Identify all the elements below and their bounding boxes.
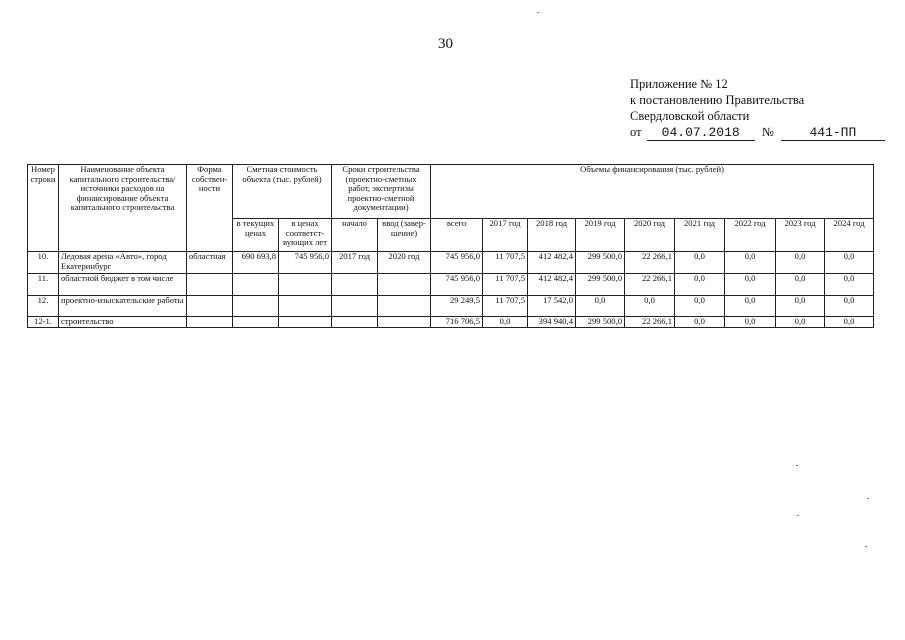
row-number: 12. [28,296,59,317]
header-ownership: Форма собствен-ности [187,165,233,252]
year-value: 11 707,5 [483,252,528,274]
number-label: № [761,125,774,139]
finish-year: 2020 год [378,252,431,274]
header-year: 2019 год [576,219,625,252]
header-terms: Сроки строительства (проектно-сметных работ, экспертизы проектно-сметной документации) [332,165,431,219]
year-value: 394 940,4 [528,317,576,328]
year-value: 0,0 [675,296,725,317]
header-year-prices: в ценах соответст-вующих лет [279,219,332,252]
row-number: 12-1. [28,317,59,328]
header-year: 2018 год [528,219,576,252]
ownership [187,317,233,328]
total: 745 956,0 [431,274,483,296]
object-name: Ледовая арена «Авто», город Екатеринбург [59,252,187,274]
estimate-years [279,296,332,317]
year-value: 0,0 [483,317,528,328]
table-row [28,274,874,296]
ownership [187,274,233,296]
year-value: 299 500,0 [576,252,625,274]
estimate-current: 690 693,8 [233,252,279,274]
financing-table [27,164,874,328]
header-finish: ввод (завер-шение) [378,219,431,252]
finish-year [378,274,431,296]
year-value: 0,0 [675,274,725,296]
year-value: 0,0 [776,252,825,274]
appendix-title: Приложение № 12 [630,77,728,91]
year-value: 0,0 [675,252,725,274]
scan-speck [797,515,799,516]
row-number: 10. [28,252,59,274]
year-value: 0,0 [725,296,776,317]
estimate-current [233,296,279,317]
year-value: 0,0 [825,296,874,317]
estimate-current [233,317,279,328]
year-value: 0,0 [825,274,874,296]
estimate-current [233,274,279,296]
year-value: 0,0 [576,296,625,317]
year-value: 0,0 [625,296,675,317]
year-value: 22 266,1 [625,317,675,328]
table-row [28,296,874,317]
appendix-resolution: к постановлению Правительства [630,93,805,107]
year-value: 0,0 [825,252,874,274]
ownership [187,296,233,317]
ownership: областная [187,252,233,274]
estimate-years: 745 956,0 [279,252,332,274]
object-name: проектно-изыскательские работы [59,296,187,317]
page-number: 30 [438,36,453,52]
total: 29 249,5 [431,296,483,317]
header-year: 2022 год [725,219,776,252]
header-year: 2020 год [625,219,675,252]
header-year: 2024 год [825,219,874,252]
object-name: областной бюджет в том числе [59,274,187,296]
row-number: 11. [28,274,59,296]
appendix-date-line [630,124,885,141]
year-value: 0,0 [725,274,776,296]
header-year: 2023 год [776,219,825,252]
estimate-years [279,274,332,296]
year-value: 22 266,1 [625,252,675,274]
year-value: 0,0 [725,317,776,328]
header-object-name: Наименование объекта капитального строительства/ источники расходов на финансирование объекта капитального строительства [59,165,187,252]
estimate-years [279,317,332,328]
year-value: 299 500,0 [576,317,625,328]
object-name: строительство [59,317,187,328]
year-value: 0,0 [675,317,725,328]
scan-speck [537,12,539,13]
appendix-region: Свердловской области [630,109,750,123]
year-value: 0,0 [825,317,874,328]
start-year [332,317,378,328]
year-value: 0,0 [776,274,825,296]
scan-speck [867,498,869,499]
header-year: 2017 год [483,219,528,252]
header-year: 2021 год [675,219,725,252]
start-year [332,296,378,317]
year-value: 11 707,5 [483,296,528,317]
year-value: 0,0 [776,317,825,328]
header-total: всего [431,219,483,252]
header-current-prices: в текущих ценах [233,219,279,252]
year-value: 17 542,0 [528,296,576,317]
year-value: 0,0 [725,252,776,274]
resolution-date: 04.07.2018 [647,126,755,141]
start-year: 2017 год [332,252,378,274]
table-row [28,317,874,328]
finish-year [378,317,431,328]
header-funding: Объемы финансирования (тыс. рублей) [431,165,874,219]
year-value: 299 500,0 [576,274,625,296]
header-row-number: Номер строки [28,165,59,252]
start-year [332,274,378,296]
total: 716 706,5 [431,317,483,328]
from-label: от [630,125,642,139]
header-start: начало [332,219,378,252]
scan-speck [796,465,798,466]
table-row [28,252,874,274]
appendix-header [630,76,885,141]
finish-year [378,296,431,317]
total: 745 956,0 [431,252,483,274]
year-value: 11 707,5 [483,274,528,296]
header-estimate: Сметная стоимость объекта (тыс. рублей) [233,165,332,219]
resolution-number: 441-ПП [781,126,885,141]
year-value: 22 266,1 [625,274,675,296]
year-value: 412 482,4 [528,252,576,274]
year-value: 0,0 [776,296,825,317]
year-value: 412 482,4 [528,274,576,296]
scan-speck [865,546,867,547]
